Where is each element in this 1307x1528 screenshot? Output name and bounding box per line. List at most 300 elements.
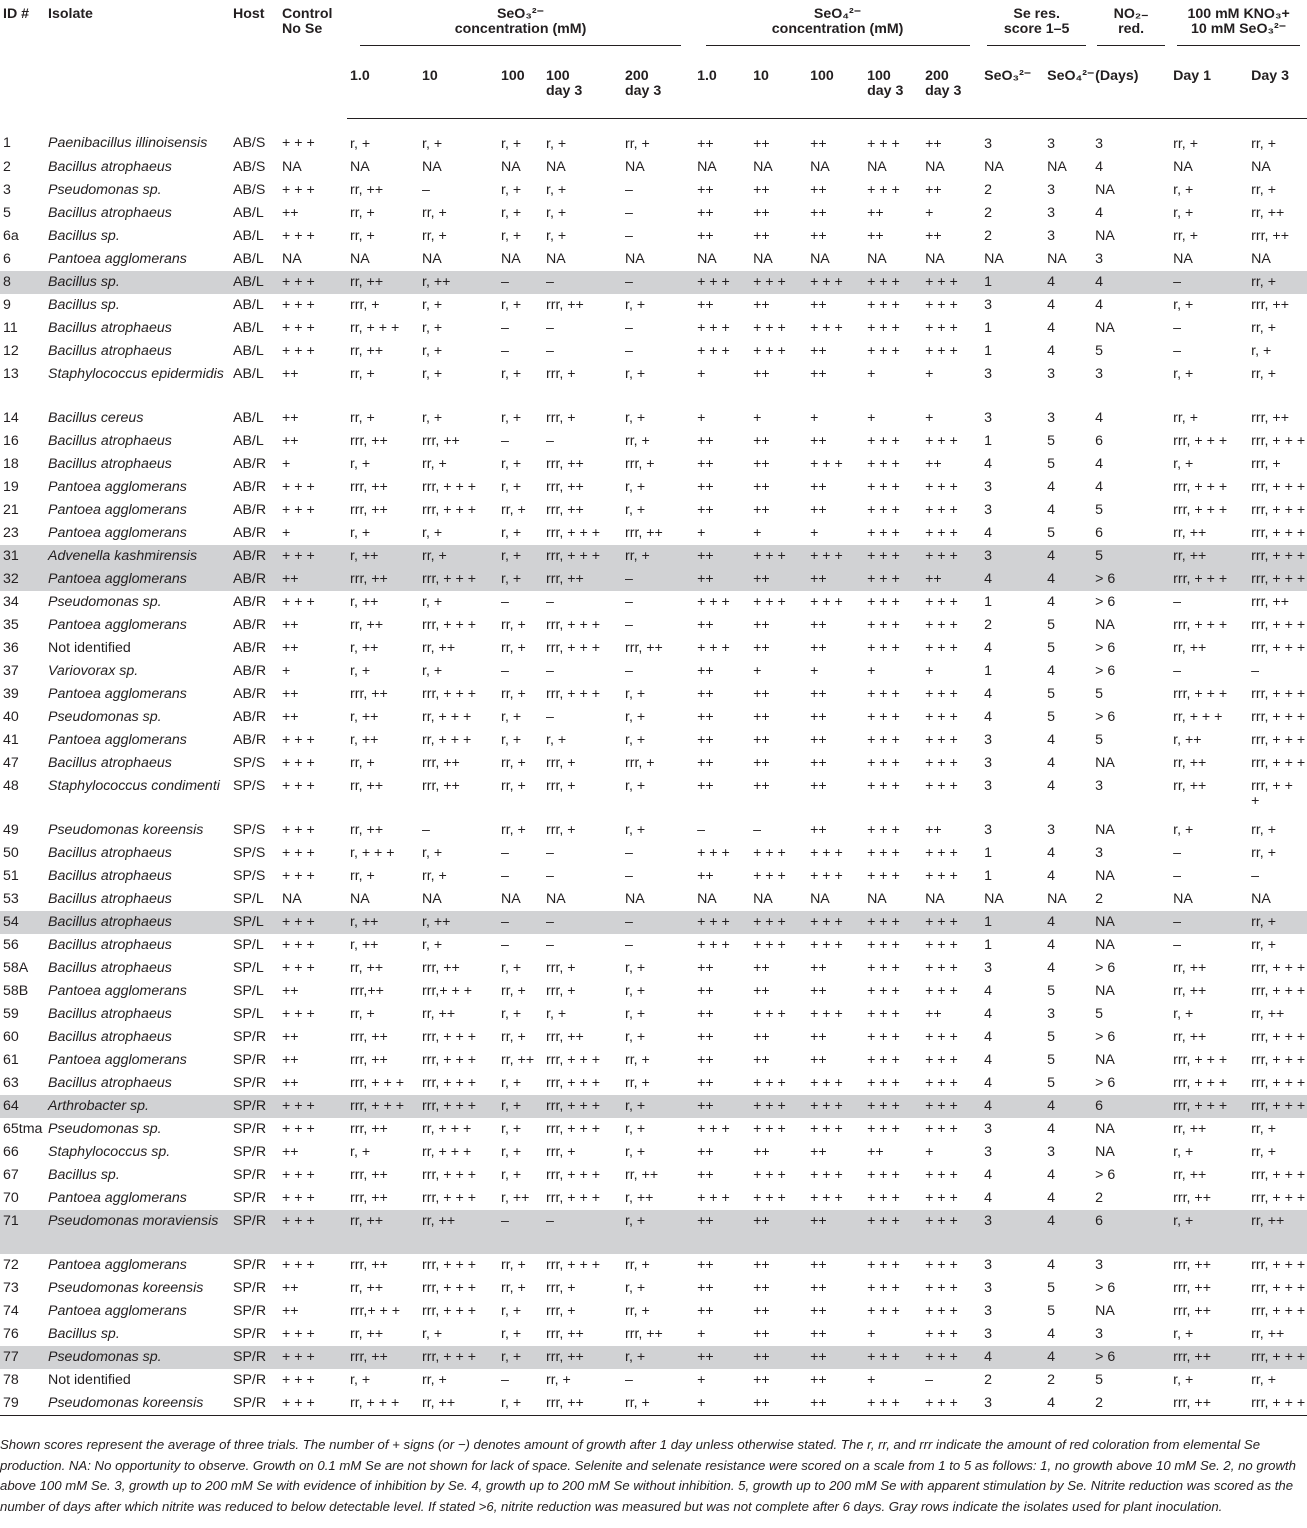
value-cell: > 6	[1095, 593, 1116, 610]
value-cell: ++	[697, 1302, 714, 1319]
value-cell: + + +	[753, 1074, 786, 1091]
value-cell: r, +	[350, 455, 371, 472]
value-cell: 5	[1047, 455, 1056, 472]
value-cell: > 6	[1095, 1028, 1116, 1045]
host-cell: AB/L	[233, 204, 264, 221]
value-cell: rr, +	[501, 777, 526, 794]
value-cell: 4	[1095, 158, 1104, 175]
value-cell: + + +	[925, 1256, 958, 1273]
value-cell: 4	[1047, 959, 1056, 976]
host-cell: SP/S	[233, 844, 266, 861]
value-cell: 3	[984, 409, 993, 426]
value-cell: 5	[1047, 524, 1056, 541]
value-cell: rrr, +	[546, 1302, 576, 1319]
value-cell: 2	[984, 616, 993, 633]
value-cell: +	[282, 662, 291, 679]
value-cell: ++	[753, 1302, 770, 1319]
value-cell: r, +	[622, 1095, 694, 1118]
value-cell: + + +	[922, 1346, 981, 1369]
value-cell: ++	[282, 1143, 299, 1160]
value-cell: + + +	[867, 319, 900, 336]
value-cell: NA	[1095, 867, 1115, 884]
value-cell: r, +	[501, 181, 522, 198]
value-cell: 4	[984, 1189, 993, 1206]
value-cell: rrr, ++	[543, 1392, 622, 1416]
value-cell: r, +	[501, 135, 522, 152]
value-cell: rr, +	[625, 1256, 650, 1273]
value-cell: 5	[1047, 1028, 1056, 1045]
value-cell: rrr,+ + +	[422, 982, 473, 999]
id-cell: 78	[3, 1371, 19, 1388]
value-cell: + + +	[867, 959, 900, 976]
id-cell: 56	[3, 936, 19, 953]
value-cell: rr, +	[350, 867, 375, 884]
value-cell: r, +	[1173, 821, 1194, 838]
value-cell: ++	[282, 616, 299, 633]
value-cell: rr, +	[1251, 181, 1276, 198]
value-cell: rr, +	[622, 1392, 694, 1416]
value-cell: + + +	[697, 844, 730, 861]
table-row	[0, 729, 1307, 752]
value-cell: 6	[1095, 432, 1104, 449]
value-cell: + + +	[925, 524, 958, 541]
id-cell: 67	[3, 1166, 19, 1183]
value-cell: ++	[810, 1302, 827, 1319]
value-cell: ++	[697, 754, 714, 771]
value-cell: + + +	[282, 593, 315, 610]
id-cell: 77	[0, 1346, 45, 1369]
table-row	[0, 1072, 1307, 1095]
value-cell: 3	[984, 501, 993, 518]
table-row	[0, 957, 1307, 980]
value-cell: rr, +	[422, 227, 447, 244]
value-cell: > 6	[1095, 1279, 1116, 1296]
value-cell: r, +	[422, 524, 443, 541]
selenate-ion: SeO₄²⁻	[813, 6, 862, 22]
value-cell: +	[925, 409, 934, 426]
value-cell: rrr, + + +	[419, 1095, 498, 1118]
value-cell: rrr, +	[546, 365, 576, 382]
value-cell: 3	[1047, 821, 1056, 838]
value-cell: + + +	[922, 1095, 981, 1118]
value-cell: + + +	[925, 844, 958, 861]
value-cell: + + +	[925, 1302, 958, 1319]
value-cell: ++	[753, 455, 770, 472]
value-cell: rrr, +	[546, 409, 576, 426]
value-cell: rrr, ++	[543, 568, 622, 591]
value-cell: +	[697, 524, 706, 541]
value-cell: r, ++	[625, 1189, 654, 1206]
host-cell: AB/R	[233, 455, 267, 472]
value-cell: 5	[1047, 1279, 1056, 1296]
id-cell: 13	[3, 365, 19, 382]
value-cell: r, +	[422, 409, 443, 426]
value-cell: rr, +	[1173, 409, 1198, 426]
value-cell: + + +	[925, 1325, 958, 1342]
value-cell: + + +	[750, 271, 807, 294]
id-cell: 39	[3, 685, 19, 702]
value-cell: NA	[925, 158, 945, 175]
host-cell: AB/L	[233, 365, 264, 382]
value-cell: –	[625, 181, 633, 198]
selenate-concentration-label: concentration (mM)	[771, 21, 904, 37]
host-cell: AB/R	[233, 708, 267, 725]
value-cell: rr, +	[350, 1005, 375, 1022]
isolate-cell: Variovorax sp.	[48, 662, 139, 679]
value-cell: rrr, + + +	[546, 1074, 601, 1091]
value-cell: +	[925, 204, 934, 221]
value-cell: rrr, +	[350, 296, 380, 313]
value-cell: ++	[810, 959, 827, 976]
value-cell: NA	[753, 250, 773, 267]
value-cell: + + +	[753, 319, 786, 336]
value-cell: ++	[925, 135, 942, 152]
value-cell: + + +	[867, 181, 900, 198]
value-cell: + + +	[925, 867, 958, 884]
id-cell: 63	[3, 1074, 19, 1091]
value-cell: r, ++	[350, 639, 379, 656]
value-cell: rrr, ++	[422, 754, 460, 771]
value-cell: + + +	[753, 1189, 786, 1206]
value-cell: 3	[984, 821, 993, 838]
value-cell: + + +	[867, 982, 900, 999]
host-cell: AB/L	[233, 250, 264, 267]
id-cell: 14	[3, 409, 19, 426]
value-cell: rr, +	[1251, 365, 1276, 382]
value-cell: r, +	[625, 1143, 646, 1160]
value-cell: ++	[697, 296, 714, 313]
value-cell: ++	[753, 1325, 770, 1342]
value-cell: ++	[810, 135, 827, 152]
value-cell: r, +	[625, 1279, 646, 1296]
value-cell: –	[1251, 867, 1260, 884]
value-cell: rr, +	[1248, 271, 1307, 294]
value-cell: + + +	[697, 1189, 730, 1206]
value-cell: rrr, + + +	[1251, 1256, 1306, 1273]
value-cell: 1	[984, 342, 993, 359]
value-cell: +	[925, 1143, 934, 1160]
value-cell: r, +	[422, 593, 443, 610]
value-cell: r, +	[501, 296, 522, 313]
value-cell: r, +	[625, 821, 646, 838]
table-row	[0, 683, 1307, 706]
id-cell: 51	[3, 867, 19, 884]
nitrite-days-header: (Days)	[1092, 59, 1170, 118]
value-cell: ++	[697, 777, 714, 794]
value-cell: ++	[282, 432, 299, 449]
kno3-line2: 10 mM SeO₃²⁻	[1191, 21, 1287, 37]
value-cell: –	[925, 1371, 933, 1388]
value-cell: rrr, + + +	[422, 1256, 477, 1273]
value-cell: r, +	[501, 478, 522, 495]
value-cell: rr, ++	[350, 181, 384, 198]
value-cell: ++	[697, 1279, 714, 1296]
table-row	[0, 179, 1307, 202]
value-cell: NA	[1095, 319, 1115, 336]
value-cell: + + +	[867, 455, 900, 472]
value-cell: rr, ++	[350, 342, 384, 359]
value-cell: rr, ++	[1173, 959, 1207, 976]
value-cell: ++	[282, 1279, 299, 1296]
value-cell: r, ++	[1173, 731, 1202, 748]
value-cell: rr, + + +	[422, 708, 472, 725]
value-cell: r, +	[501, 708, 522, 725]
value-cell: + + +	[867, 1302, 900, 1319]
value-cell: ++	[694, 1095, 750, 1118]
value-cell: 4	[1047, 593, 1056, 610]
value-cell: rrr, + + +	[422, 1279, 477, 1296]
isolate-cell: Bacillus atrophaeus	[48, 890, 172, 907]
value-cell: r, +	[350, 1371, 371, 1388]
value-cell: + + +	[279, 1095, 347, 1118]
value-cell: + + +	[282, 1166, 315, 1183]
day3-label: day 3	[925, 83, 962, 99]
conc-header: 100	[807, 59, 864, 118]
value-cell: ++	[810, 821, 827, 838]
value-cell: rr, ++	[422, 1005, 456, 1022]
value-cell: r, +	[625, 365, 646, 382]
id-cell: 65tma	[3, 1120, 43, 1137]
value-cell: rrr, + + +	[422, 1074, 477, 1091]
value-cell: 3	[1047, 204, 1056, 221]
host-cell: SP/R	[230, 1346, 279, 1369]
id-cell: 12	[3, 342, 19, 359]
value-cell: 4	[984, 982, 993, 999]
isolate-cell: Not identified	[48, 1371, 131, 1388]
value-cell: –	[697, 821, 705, 838]
value-cell: rr, +	[1251, 936, 1276, 953]
value-cell: rrr, ++	[347, 1346, 419, 1369]
value-cell: rrr, + + +	[1251, 777, 1293, 809]
host-cell: SP/R	[230, 1392, 279, 1416]
value-cell: + + +	[867, 478, 900, 495]
value-cell: +	[697, 409, 706, 426]
value-cell: + + +	[810, 844, 843, 861]
value-cell: r, ++	[501, 1189, 530, 1206]
value-cell: 1	[984, 844, 993, 861]
value-cell: ++	[810, 1143, 827, 1160]
value-cell: + + +	[925, 1279, 958, 1296]
value-cell: 3	[1047, 1143, 1056, 1160]
value-cell: ++	[282, 708, 299, 725]
value-cell: –	[501, 342, 509, 359]
value-cell: r, ++	[350, 593, 379, 610]
isolate-cell: Bacillus cereus	[48, 409, 144, 426]
value-cell: 4	[981, 1095, 1044, 1118]
value-cell: –	[546, 593, 554, 610]
value-cell: + + +	[867, 639, 900, 656]
value-cell: r, +	[501, 204, 522, 221]
value-cell: 3	[984, 1325, 993, 1342]
value-cell: ++	[810, 227, 827, 244]
value-cell: r, +	[1173, 1143, 1194, 1160]
selenite-ion: SeO₃²⁻	[496, 6, 545, 22]
value-cell: rr, ++	[1173, 754, 1207, 771]
value-cell: r, + + +	[350, 844, 395, 861]
value-cell: rr, ++	[501, 1051, 535, 1068]
value-cell: rrr, + + +	[1248, 1095, 1307, 1118]
value-cell: NA	[1173, 250, 1193, 267]
value-cell: –	[501, 936, 509, 953]
value-cell: rr, ++	[350, 1325, 384, 1342]
value-cell: rrr, ++	[1251, 296, 1289, 313]
value-cell: + + +	[810, 867, 843, 884]
value-cell: + + +	[807, 911, 864, 934]
host-cell: AB/S	[233, 158, 266, 175]
value-cell: 3	[1095, 777, 1104, 794]
value-cell: rrr, ++	[1170, 1346, 1248, 1369]
value-cell: + + +	[867, 1005, 900, 1022]
value-cell: ++	[753, 731, 770, 748]
value-cell: ++	[697, 1074, 714, 1091]
value-cell: r, +	[1170, 1210, 1248, 1254]
value-cell: ++	[753, 365, 770, 382]
id-cell: 18	[3, 455, 19, 472]
value-cell: ++	[282, 1028, 299, 1045]
value-cell: NA	[867, 250, 887, 267]
value-cell: ++	[753, 1279, 770, 1296]
table-row	[0, 1003, 1307, 1026]
value-cell: rrr, + + +	[1251, 524, 1306, 541]
value-cell: 1	[984, 936, 993, 953]
table-row	[0, 591, 1307, 614]
value-cell: 5	[1095, 685, 1104, 702]
value-cell: NA	[1047, 158, 1067, 175]
value-cell: 4	[1044, 271, 1092, 294]
col-id-header: ID #	[3, 6, 30, 22]
value-cell: + + +	[922, 545, 981, 568]
host-cell: AB/R	[233, 662, 267, 679]
value-cell: + + +	[810, 936, 843, 953]
value-cell: –	[1173, 867, 1182, 884]
table-row	[0, 545, 1307, 568]
value-cell: rrr, + + +	[1251, 1189, 1306, 1206]
value-cell: ++	[753, 1256, 770, 1273]
value-cell: rr, +	[1251, 1143, 1276, 1160]
isolate-cell: Bacillus sp.	[45, 271, 230, 294]
value-cell: ++	[697, 731, 714, 748]
conc-header	[622, 59, 694, 118]
value-cell: –	[546, 342, 554, 359]
value-cell: 2	[1047, 1371, 1056, 1388]
value-cell: ++	[753, 135, 770, 152]
value-cell: r, +	[546, 135, 567, 152]
se-resistance-header	[981, 4, 1092, 59]
value-cell: NA	[1095, 936, 1115, 953]
value-cell: ++	[810, 204, 827, 221]
value-cell: rrr, +	[546, 1279, 576, 1296]
value-cell: ++	[753, 501, 770, 518]
id-cell: 53	[3, 890, 19, 907]
value-cell: 2	[984, 1371, 993, 1388]
value-cell: + + +	[867, 936, 900, 953]
value-cell: NA	[867, 158, 887, 175]
value-cell: rrr, ++	[546, 455, 584, 472]
value-cell: –	[546, 844, 554, 861]
value-cell: rr, ++	[1173, 982, 1207, 999]
value-cell: +	[867, 662, 876, 679]
value-cell: rrr, + + +	[1251, 1051, 1306, 1068]
isolate-cell: Pantoea agglomerans	[48, 501, 187, 518]
value-cell: r, +	[501, 227, 522, 244]
value-cell: 2	[1095, 1189, 1104, 1206]
value-cell: ++	[697, 227, 714, 244]
value-cell: –	[1173, 662, 1182, 679]
value-cell: + + +	[807, 545, 864, 568]
value-cell: –	[625, 204, 633, 221]
value-cell: +	[282, 524, 291, 541]
host-cell: AB/L	[233, 296, 264, 313]
isolate-cell: Pantoea agglomerans	[48, 524, 187, 541]
control-line2: No Se	[282, 21, 323, 37]
value-cell: 4	[1047, 342, 1056, 359]
value-cell: rrr, + + +	[422, 685, 477, 702]
value-cell: + + +	[867, 1189, 900, 1206]
conc-value: 200	[625, 68, 649, 84]
table-row	[0, 202, 1307, 225]
value-cell: rrr, + + +	[422, 1189, 477, 1206]
value-cell: + + +	[810, 1189, 843, 1206]
value-cell: rr, ++	[1170, 545, 1248, 568]
value-cell: 4	[1044, 545, 1092, 568]
value-cell: –	[625, 867, 633, 884]
id-cell: 32	[0, 568, 45, 591]
host-cell: AB/R	[233, 501, 267, 518]
value-cell: + + +	[282, 319, 315, 336]
conc-header: 100	[498, 59, 543, 118]
id-cell: 8	[0, 271, 45, 294]
value-cell: + + +	[282, 1325, 315, 1342]
value-cell: –	[546, 432, 554, 449]
value-cell: ++	[697, 204, 714, 221]
value-cell: + + +	[279, 1210, 347, 1254]
value-cell: rr, +	[625, 1074, 650, 1091]
se-res-line2: score 1–5	[1003, 21, 1070, 37]
value-cell: +	[282, 455, 291, 472]
value-cell: rrr, + + +	[1248, 1346, 1307, 1369]
id-cell: 64	[0, 1095, 45, 1118]
value-cell: rrr, + + +	[347, 1095, 419, 1118]
value-cell: r, +	[501, 1143, 522, 1160]
host-cell: SP/L	[233, 959, 264, 976]
id-cell: 37	[3, 662, 19, 679]
value-cell: + + +	[925, 478, 958, 495]
id-cell: 54	[0, 911, 45, 934]
id-cell: 72	[3, 1256, 19, 1273]
value-cell: + + +	[925, 1028, 958, 1045]
value-cell: r, +	[1173, 296, 1194, 313]
value-cell: rrr, + + +	[1251, 1074, 1306, 1091]
value-cell: –	[543, 271, 622, 294]
value-cell: + + +	[867, 867, 900, 884]
id-cell: 59	[3, 1005, 19, 1022]
value-cell: ++	[282, 982, 299, 999]
value-cell: r, +	[625, 982, 646, 999]
value-cell: ++	[810, 432, 827, 449]
isolate-cell: Bacillus sp.	[48, 296, 120, 313]
value-cell: rrr, ++	[350, 1189, 388, 1206]
value-cell: rrr, + + +	[546, 1120, 601, 1137]
value-cell: –	[625, 342, 633, 359]
value-cell: 4	[984, 1166, 993, 1183]
isolate-cell: Bacillus atrophaeus	[48, 844, 172, 861]
value-cell: 4	[1047, 1120, 1056, 1137]
value-cell: + + +	[697, 936, 730, 953]
value-cell: r, +	[350, 135, 371, 152]
value-cell: +	[925, 365, 934, 382]
value-cell: NA	[282, 158, 302, 175]
value-cell: rr, +	[350, 754, 375, 771]
